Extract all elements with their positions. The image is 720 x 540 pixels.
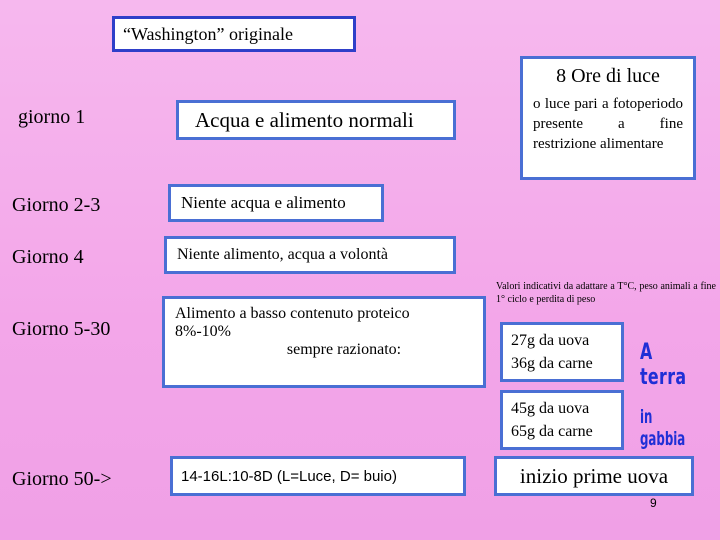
day-1-box bbox=[176, 100, 456, 140]
light-header-box bbox=[520, 56, 696, 180]
quantity-floor-egg: 27g da uova bbox=[511, 332, 590, 349]
light-note: o luce pari a fotoperiodo presente a fine restrizione alimentare bbox=[533, 96, 683, 152]
day-50-result: inizio prime uova bbox=[519, 463, 669, 488]
label-floor: A terra bbox=[640, 340, 687, 390]
day-label-50: Giorno 50-> bbox=[12, 468, 112, 490]
day-label-5-30: Giorno 5-30 bbox=[12, 318, 111, 340]
quantity-cage-meat: 65g da carne bbox=[511, 423, 593, 440]
day-2-3-description: Niente acqua e alimento bbox=[181, 193, 346, 212]
slide-title-box bbox=[112, 16, 356, 52]
values-note: Valori indicativi da adattare a T°C, peso animali a fine 1° ciclo e perdita di peso bbox=[496, 281, 716, 305]
light-hours: 8 Ore di luce bbox=[556, 65, 660, 87]
quantity-box-cage bbox=[500, 390, 624, 450]
day-1-description: Acqua e alimento normali bbox=[195, 107, 414, 132]
day-50-description: 14-16L:10-8D (L=Luce, D= buio) bbox=[181, 467, 397, 485]
day-50-box bbox=[170, 456, 466, 496]
day-5-30-line-1: Alimento a basso contenuto proteico bbox=[175, 305, 410, 322]
quantity-box-floor bbox=[500, 322, 624, 382]
day-5-30-line-2: 8%-10% bbox=[175, 323, 231, 340]
day-label-1: giorno 1 bbox=[18, 106, 86, 128]
label-cage: in gabbia bbox=[640, 406, 686, 450]
day-2-3-box bbox=[168, 184, 384, 222]
slide-title: “Washington” originale bbox=[123, 23, 293, 44]
day-50-result-box bbox=[494, 456, 694, 496]
day-4-description: Niente alimento, acqua a volontà bbox=[177, 246, 389, 263]
quantity-cage-egg: 45g da uova bbox=[511, 400, 590, 417]
day-label-4: Giorno 4 bbox=[12, 246, 84, 268]
day-label-2-3: Giorno 2-3 bbox=[12, 194, 101, 216]
quantity-floor-meat: 36g da carne bbox=[511, 355, 593, 372]
day-5-30-box bbox=[162, 296, 486, 388]
day-5-30-line-3: sempre razionato: bbox=[286, 341, 402, 358]
day-4-box bbox=[164, 236, 456, 274]
page-number: 9 bbox=[650, 496, 657, 510]
